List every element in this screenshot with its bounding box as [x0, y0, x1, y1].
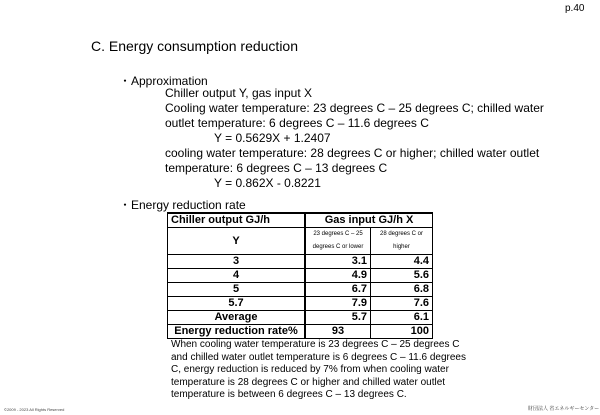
approximation-line: Chiller output Y, gas input X: [165, 86, 312, 100]
page-number: p.40: [565, 3, 585, 14]
table-row: [168, 255, 433, 269]
cell-b: 6.1: [371, 311, 433, 325]
approximation-heading: ・Approximation: [119, 74, 208, 88]
header-chiller-output: Chiller output GJ/h: [168, 213, 306, 228]
table-row: [168, 297, 433, 311]
copyright: ©2009 - 2023 All Rights Reserved: [4, 407, 65, 412]
note-line: temperature is 28 degrees C or higher and chilled water outlet: [171, 376, 446, 388]
energy-table: [167, 212, 433, 339]
note-line: When cooling water temperature is 23 degrees C – 25 degrees C: [171, 339, 460, 350]
note-line: C, energy reduction is reduced by 7% from when cooling water: [171, 364, 449, 375]
cell-y: 3: [168, 255, 306, 269]
approximation-line: cooling water temperature: 28 degrees C or higher; chilled water outlet: [165, 146, 540, 160]
section-title: C. Energy consumption reduction: [91, 38, 298, 54]
approximation-line: Cooling water temperature: 23 degrees C – 25 degrees C; chilled water: [165, 101, 544, 115]
table-row: [168, 269, 433, 283]
energy-reduction-heading: ・Energy reduction rate: [119, 198, 246, 212]
cell-b: 100: [371, 325, 433, 339]
header-gas-input: Gas input GJ/h X: [305, 213, 433, 228]
cell-y: 5.7: [168, 297, 306, 311]
cell-b: 6.8: [371, 283, 433, 297]
cell-a: 4.9: [305, 269, 371, 283]
subheader-23-25: 23 degrees C – 25 degrees C or lower: [305, 228, 371, 255]
approximation-line: outlet temperature: 6 degrees C – 11.6 degrees C: [165, 116, 429, 130]
cell-a: 6.7: [305, 283, 371, 297]
cell-a: 7.9: [305, 297, 371, 311]
table-row-average: [168, 311, 433, 325]
note-line: temperature is between 6 degrees C – 13 degrees C.: [171, 389, 407, 400]
organization-name: 財団法人 省エネルギーセンター: [528, 406, 600, 412]
cell-y: 4: [168, 269, 306, 283]
cell-a: 3.1: [305, 255, 371, 269]
table-row-reduction-rate: [168, 325, 433, 339]
approximation-line: temperature: 6 degrees C – 13 degrees C: [165, 161, 388, 175]
table-row: [168, 283, 433, 297]
cell-y: Average: [168, 311, 306, 325]
cell-a: 93: [305, 325, 371, 339]
note-line: and chilled water outlet temperature is 6 degrees C – 11.6 degrees: [171, 351, 466, 363]
cell-y: Energy reduction rate%: [168, 325, 306, 339]
equation-1: Y = 0.5629X + 1.2407: [214, 131, 331, 145]
cell-y: 5: [168, 283, 306, 297]
cell-b: 4.4: [371, 255, 433, 269]
cell-b: 5.6: [371, 269, 433, 283]
cell-b: 7.6: [371, 297, 433, 311]
header-y: Y: [168, 228, 306, 255]
cell-a: 5.7: [305, 311, 371, 325]
equation-2: Y = 0.862X - 0.8221: [214, 176, 321, 190]
subheader-28: 28 degrees C or higher: [371, 228, 433, 255]
